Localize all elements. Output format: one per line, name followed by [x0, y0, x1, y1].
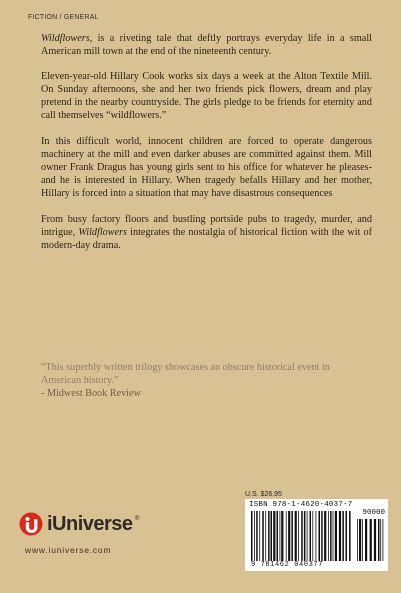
- review-source: - Midwest Book Review: [41, 388, 141, 399]
- publisher-name: iUniverse: [47, 513, 133, 535]
- review-quote: [41, 361, 371, 400]
- iuniverse-logo-icon: [19, 512, 43, 536]
- blurb-paragraph-4-post: integrates the nostalgia of historical fiction with the wit of modern-day drama.: [41, 227, 372, 251]
- isbn-barcode: [245, 499, 388, 571]
- price-label: U.S. $26.95: [245, 491, 282, 498]
- blurb-paragraph-4-pre: From busy factory floors and bustling portside pubs to tragedy, murder, and intrigue,: [41, 214, 372, 238]
- ean-digits: 9 781462 040377: [251, 561, 324, 569]
- category-label: FICTION / GENERAL: [28, 14, 99, 21]
- blurb-paragraph-1-text: is a riveting tale that deftly portrays everyday life in a small American mill town at the end of the nineteenth century.: [41, 33, 372, 57]
- publisher-website: www.iuniverse.com: [25, 545, 112, 555]
- review-quote-text: “This superbly written trilogy showcases an obscure historical event in American history.”: [41, 362, 330, 386]
- back-cover-blurb: [41, 32, 372, 265]
- registered-mark: ®: [135, 516, 140, 522]
- isbn-text: ISBN 978-1-4620-4037-7: [249, 501, 353, 509]
- blurb-paragraph-3: In this difficult world, innocent children are forced to operate dangerous machinery at the mill and even darker abuses are committed against them. Mill owner Frank Dragus has young girls sent to his office for whatever he pleases-and he is interested in Hillary. When tragedy befalls Hillary and her mother, Hillary is forced into a situation that may have disastrous consequences: [41, 136, 372, 199]
- addon-code: 90000: [362, 509, 385, 517]
- blurb-paragraph-2: Eleven-year-old Hillary Cook works six days a week at the Alton Textile Mill. On Sunday afternoons, she and her two friends pick flowers, dream and play pretend in the nearby countryside. The girls pledge to be friends for eternity and call themselves “wildflowers.”: [41, 71, 372, 121]
- book-title-italic: Wildflowers: [78, 227, 128, 238]
- book-title-italic: Wildflowers,: [41, 33, 93, 44]
- blurb-paragraph-1: [41, 32, 372, 58]
- blurb-paragraph-4: [41, 213, 372, 252]
